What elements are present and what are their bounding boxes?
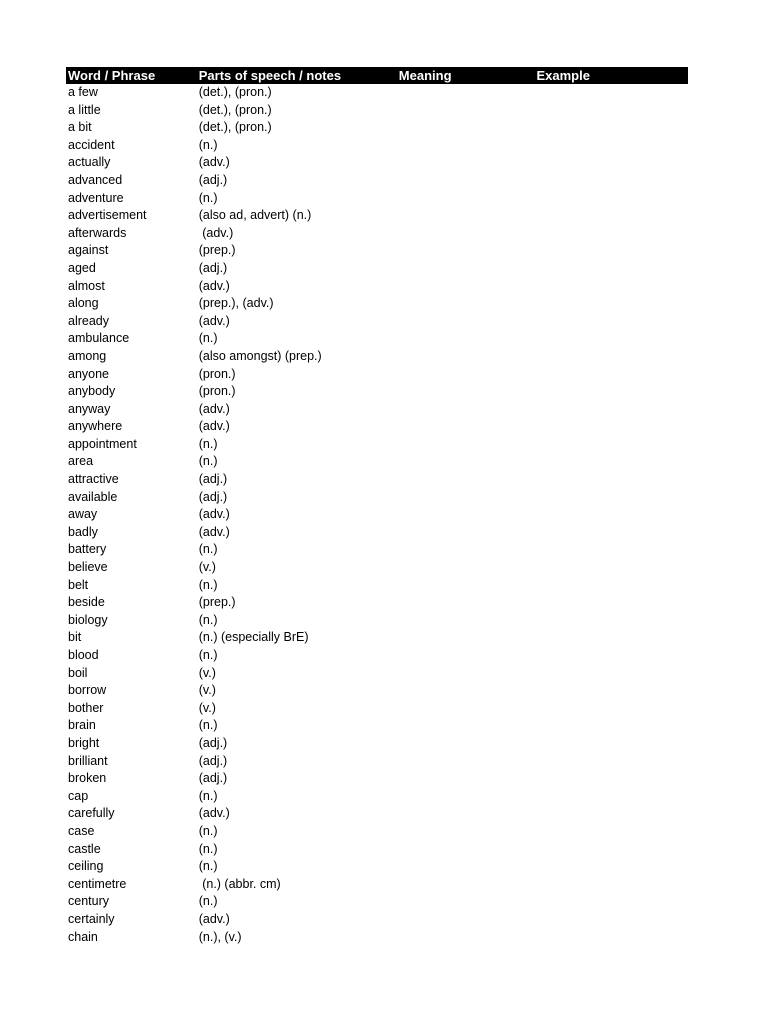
word-cell: aged (68, 260, 96, 275)
pos-cell: (v.) (198, 700, 216, 715)
example-cell (534, 418, 688, 436)
meaning-cell (397, 207, 535, 225)
pos-cell: (adv.) (198, 313, 230, 328)
example-cell (534, 841, 688, 859)
table-row (66, 577, 688, 595)
word-cell: adventure (68, 190, 124, 205)
meaning-cell (397, 753, 535, 771)
example-cell (534, 929, 688, 947)
word-cell: ceiling (68, 859, 104, 874)
meaning-cell (397, 278, 535, 296)
meaning-cell (397, 717, 535, 735)
word-cell: battery (68, 542, 107, 557)
example-cell (534, 858, 688, 876)
example-cell (534, 137, 688, 155)
word-cell: anywhere (68, 419, 123, 434)
word-cell: a few (68, 85, 98, 99)
example-cell (534, 313, 688, 331)
table-row (66, 612, 688, 630)
pos-cell: (n.) (198, 137, 218, 152)
pos-cell: (prep.), (adv.) (198, 296, 274, 311)
pos-cell: (n.) (198, 894, 218, 909)
meaning-cell (397, 418, 535, 436)
table-row (66, 471, 688, 489)
example-cell (534, 401, 688, 419)
meaning-cell (397, 770, 535, 788)
meaning-cell (397, 541, 535, 559)
word-cell: belt (68, 577, 89, 592)
meaning-cell (397, 401, 535, 419)
word-cell: borrow (68, 683, 107, 698)
pos-cell: (n.) (abbr. cm) (198, 876, 281, 891)
example-cell (534, 788, 688, 806)
word-cell: bit (68, 630, 82, 645)
word-cell: a little (68, 102, 101, 117)
meaning-cell (397, 700, 535, 718)
word-cell: brilliant (68, 753, 108, 768)
table-row (66, 225, 688, 243)
word-cell: appointment (68, 436, 137, 451)
table-row (66, 418, 688, 436)
header-word-phrase: Word / Phrase (68, 68, 156, 83)
table-row (66, 823, 688, 841)
meaning-cell (397, 805, 535, 823)
meaning-cell (397, 102, 535, 120)
header-meaning: Meaning (398, 68, 452, 83)
example-cell (534, 190, 688, 208)
vocabulary-table (66, 67, 688, 946)
example-cell (534, 453, 688, 471)
table-row (66, 506, 688, 524)
example-cell (534, 348, 688, 366)
table-row (66, 383, 688, 401)
pos-cell: (det.), (pron.) (198, 85, 272, 99)
table-row (66, 453, 688, 471)
pos-cell: (n.) (198, 841, 218, 856)
meaning-cell (397, 471, 535, 489)
meaning-cell (397, 858, 535, 876)
header-parts-of-speech: Parts of speech / notes (198, 68, 342, 83)
table-row (66, 541, 688, 559)
example-cell (534, 876, 688, 894)
example-cell (534, 893, 688, 911)
table-row (66, 805, 688, 823)
header-example: Example (536, 68, 590, 83)
table-row (66, 278, 688, 296)
pos-cell: (n.) (198, 823, 218, 838)
meaning-cell (397, 876, 535, 894)
meaning-cell (397, 929, 535, 947)
table-row (66, 735, 688, 753)
meaning-cell (397, 594, 535, 612)
pos-cell: (pron.) (198, 384, 236, 399)
table-row (66, 190, 688, 208)
word-cell: century (68, 894, 109, 909)
table-row (66, 154, 688, 172)
word-cell: anyone (68, 366, 110, 381)
word-cell: chain (68, 929, 98, 944)
word-cell: broken (68, 771, 107, 786)
meaning-cell (397, 366, 535, 384)
meaning-cell (397, 225, 535, 243)
table-header (66, 67, 688, 84)
example-cell (534, 260, 688, 278)
word-cell: boil (68, 665, 88, 680)
word-cell: believe (68, 560, 108, 575)
meaning-cell (397, 559, 535, 577)
pos-cell: (adv.) (198, 419, 230, 434)
word-cell: away (68, 507, 98, 522)
table-row (66, 489, 688, 507)
example-cell (534, 629, 688, 647)
pos-cell: (v.) (198, 665, 216, 680)
word-cell: attractive (68, 472, 119, 487)
example-cell (534, 577, 688, 595)
table-row (66, 858, 688, 876)
word-cell: already (68, 313, 109, 328)
meaning-cell (397, 383, 535, 401)
pos-cell: (also ad, advert) (n.) (198, 208, 312, 223)
pos-cell: (v.) (198, 560, 216, 575)
word-cell: blood (68, 648, 99, 662)
example-cell (534, 207, 688, 225)
pos-cell: (adv.) (198, 278, 230, 293)
table-row (66, 770, 688, 788)
pos-cell: (n.) (198, 436, 218, 451)
table-row (66, 929, 688, 947)
meaning-cell (397, 893, 535, 911)
word-cell: brain (68, 718, 96, 733)
pos-cell: (n.) (198, 648, 218, 662)
word-cell: centimetre (68, 876, 127, 891)
example-cell (534, 154, 688, 172)
word-cell: anybody (68, 384, 116, 399)
example-cell (534, 366, 688, 384)
meaning-cell (397, 84, 535, 102)
pos-cell: (adv.) (198, 401, 230, 416)
meaning-cell (397, 647, 535, 665)
word-cell: bright (68, 735, 100, 750)
example-cell (534, 524, 688, 542)
word-cell: advanced (68, 172, 123, 187)
meaning-cell (397, 577, 535, 595)
word-cell: certainly (68, 911, 115, 926)
meaning-cell (397, 295, 535, 313)
example-cell (534, 823, 688, 841)
pos-cell: (adj.) (198, 753, 228, 768)
example-cell (534, 647, 688, 665)
meaning-cell (397, 788, 535, 806)
table-row (66, 401, 688, 419)
pos-cell: (adv.) (198, 507, 230, 522)
pos-cell: (v.) (198, 683, 216, 698)
word-cell: accident (68, 137, 115, 152)
meaning-cell (397, 453, 535, 471)
pos-cell: (prep.) (198, 595, 236, 610)
word-cell: area (68, 454, 94, 469)
table-row (66, 647, 688, 665)
meaning-cell (397, 119, 535, 137)
pos-cell: (adj.) (198, 771, 228, 786)
pos-cell: (det.), (pron.) (198, 102, 272, 117)
pos-cell: (n.) (198, 577, 218, 592)
pos-cell: (adv.) (198, 524, 230, 539)
word-cell: advertisement (68, 208, 147, 223)
meaning-cell (397, 172, 535, 190)
meaning-cell (397, 911, 535, 929)
table-row (66, 295, 688, 313)
meaning-cell (397, 665, 535, 683)
example-cell (534, 717, 688, 735)
table-row (66, 665, 688, 683)
table-row (66, 700, 688, 718)
meaning-cell (397, 436, 535, 454)
meaning-cell (397, 506, 535, 524)
example-cell (534, 84, 688, 102)
pos-cell: (adj.) (198, 735, 228, 750)
pos-cell: (prep.) (198, 243, 236, 258)
pos-cell: (adv.) (198, 225, 234, 240)
meaning-cell (397, 524, 535, 542)
word-cell: a bit (68, 120, 92, 135)
meaning-cell (397, 154, 535, 172)
table-row (66, 788, 688, 806)
table-body (66, 84, 688, 946)
pos-cell: (n.) (198, 612, 218, 627)
pos-cell: (n.) (198, 331, 218, 346)
table-row (66, 330, 688, 348)
example-cell (534, 242, 688, 260)
table-row (66, 876, 688, 894)
example-cell (534, 330, 688, 348)
pos-cell: (pron.) (198, 366, 236, 381)
table-row (66, 119, 688, 137)
table-row (66, 436, 688, 454)
table-row (66, 911, 688, 929)
table-row (66, 137, 688, 155)
table-row (66, 594, 688, 612)
meaning-cell (397, 735, 535, 753)
table-row (66, 559, 688, 577)
table-row (66, 893, 688, 911)
word-cell: against (68, 243, 109, 258)
pos-cell: (n.) (especially BrE) (198, 630, 309, 645)
example-cell (534, 665, 688, 683)
meaning-cell (397, 242, 535, 260)
meaning-cell (397, 823, 535, 841)
pos-cell: (adv.) (198, 911, 230, 926)
example-cell (534, 594, 688, 612)
word-cell: castle (68, 841, 101, 856)
word-cell: beside (68, 595, 105, 610)
table-row (66, 207, 688, 225)
pos-cell: (adj.) (198, 472, 228, 487)
meaning-cell (397, 682, 535, 700)
table-row (66, 629, 688, 647)
pos-cell: (adv.) (198, 155, 230, 170)
pos-cell: (adj.) (198, 172, 228, 187)
meaning-cell (397, 841, 535, 859)
word-cell: available (68, 489, 118, 504)
pos-cell: (adj.) (198, 260, 228, 275)
pos-cell: (n.), (v.) (198, 929, 242, 944)
example-cell (534, 541, 688, 559)
example-cell (534, 559, 688, 577)
word-cell: almost (68, 278, 105, 293)
example-cell (534, 278, 688, 296)
meaning-cell (397, 260, 535, 278)
example-cell (534, 735, 688, 753)
word-cell: ambulance (68, 331, 130, 346)
table-row (66, 524, 688, 542)
table-row (66, 102, 688, 120)
pos-cell: (also amongst) (prep.) (198, 348, 322, 363)
example-cell (534, 295, 688, 313)
pos-cell: (n.) (198, 454, 218, 469)
pos-cell: (adv.) (198, 806, 230, 821)
word-cell: case (68, 823, 95, 838)
word-cell: carefully (68, 806, 115, 821)
word-cell: afterwards (68, 225, 127, 240)
meaning-cell (397, 137, 535, 155)
meaning-cell (397, 629, 535, 647)
word-cell: anyway (68, 401, 111, 416)
meaning-cell (397, 612, 535, 630)
table-row (66, 366, 688, 384)
table-row (66, 313, 688, 331)
word-cell: badly (68, 524, 98, 539)
table-row (66, 841, 688, 859)
pos-cell: (n.) (198, 788, 218, 803)
table-row (66, 242, 688, 260)
pos-cell: (n.) (198, 718, 218, 733)
pos-cell: (n.) (198, 190, 218, 205)
word-cell: along (68, 296, 99, 311)
example-cell (534, 911, 688, 929)
word-cell: cap (68, 788, 89, 803)
meaning-cell (397, 348, 535, 366)
example-cell (534, 172, 688, 190)
table-row (66, 172, 688, 190)
meaning-cell (397, 330, 535, 348)
word-cell: bother (68, 700, 104, 715)
example-cell (534, 489, 688, 507)
example-cell (534, 770, 688, 788)
table-row (66, 348, 688, 366)
example-cell (534, 805, 688, 823)
meaning-cell (397, 313, 535, 331)
example-cell (534, 119, 688, 137)
pos-cell: (n.) (198, 542, 218, 557)
example-cell (534, 700, 688, 718)
pos-cell: (det.), (pron.) (198, 120, 272, 135)
table-row (66, 84, 688, 102)
table-row (66, 753, 688, 771)
pos-cell: (adj.) (198, 489, 228, 504)
pos-cell: (n.) (198, 859, 218, 874)
table-row (66, 682, 688, 700)
meaning-cell (397, 489, 535, 507)
table-row (66, 717, 688, 735)
word-cell: among (68, 348, 107, 363)
example-cell (534, 102, 688, 120)
example-cell (534, 383, 688, 401)
example-cell (534, 682, 688, 700)
example-cell (534, 506, 688, 524)
meaning-cell (397, 190, 535, 208)
example-cell (534, 753, 688, 771)
word-cell: biology (68, 612, 108, 627)
example-cell (534, 471, 688, 489)
example-cell (534, 225, 688, 243)
word-cell: actually (68, 155, 111, 170)
table-row (66, 260, 688, 278)
example-cell (534, 612, 688, 630)
example-cell (534, 436, 688, 454)
